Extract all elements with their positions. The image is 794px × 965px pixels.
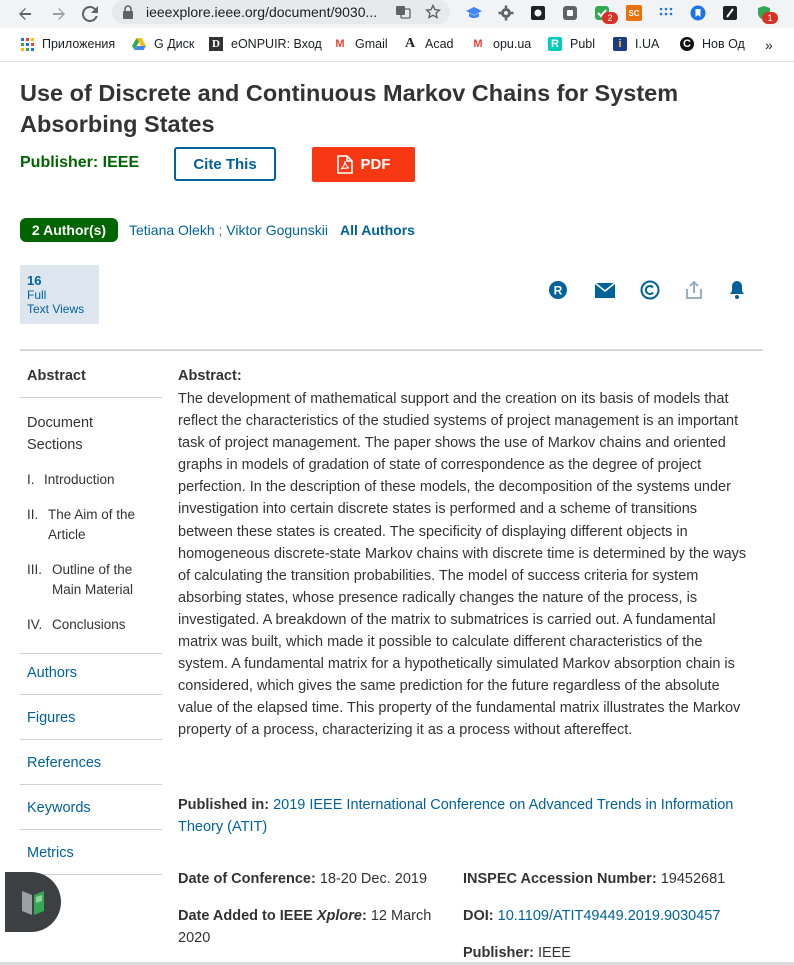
sidenav-divider bbox=[20, 829, 162, 830]
author-separator: ; bbox=[218, 222, 223, 238]
sidenav-divider bbox=[20, 653, 162, 654]
share-icon[interactable] bbox=[684, 280, 704, 300]
sidenav-document-sections: Document Sections bbox=[27, 415, 94, 453]
email-icon[interactable] bbox=[594, 280, 616, 300]
sidenav-section-outline[interactable] bbox=[27, 560, 152, 600]
record-icon[interactable] bbox=[562, 5, 578, 21]
sidenav-authors[interactable]: Authors bbox=[27, 665, 77, 681]
gear-icon[interactable] bbox=[498, 5, 514, 21]
section-divider bbox=[20, 349, 763, 351]
bookmark-label: opu.ua bbox=[493, 37, 532, 51]
sidenav-abstract[interactable]: Abstract bbox=[27, 368, 86, 384]
bookmarks-more-button[interactable]: » bbox=[765, 37, 773, 53]
extension-box-icon[interactable] bbox=[530, 5, 546, 21]
bookmarks-bar bbox=[0, 30, 794, 60]
apps-grid-icon bbox=[20, 37, 34, 51]
meta-label: Date Added to IEEE bbox=[178, 908, 313, 924]
section-label: Introduction bbox=[44, 472, 115, 487]
meta-label: DOI: bbox=[463, 908, 494, 924]
pdf-label: PDF bbox=[360, 156, 391, 173]
address-bar[interactable] bbox=[112, 0, 450, 24]
bookmark-label: G Диск bbox=[154, 37, 195, 51]
views-label: Text Views bbox=[27, 302, 85, 316]
sidenav-keywords[interactable]: Keywords bbox=[27, 800, 91, 816]
floating-widget-button[interactable] bbox=[5, 872, 61, 932]
bookmark-opu[interactable] bbox=[471, 37, 531, 51]
sc-extension-icon[interactable] bbox=[626, 5, 642, 21]
bookmark-label: I.UA bbox=[635, 37, 660, 51]
cite-this-button[interactable]: Cite This bbox=[174, 147, 276, 181]
sidenav-references[interactable]: References bbox=[27, 755, 102, 771]
reload-icon bbox=[82, 6, 98, 22]
bookmark-label: eONPUIR: Вход bbox=[231, 37, 322, 51]
page-title: Use of Discrete and Continuous Markov Chains for System Absorbing States bbox=[20, 80, 679, 137]
bookmark-circle-icon[interactable] bbox=[690, 5, 706, 21]
sidenav-section-introduction[interactable] bbox=[27, 470, 115, 490]
meta-label: INSPEC Accession Number: bbox=[463, 871, 657, 887]
all-authors-link[interactable]: All Authors bbox=[340, 222, 415, 238]
meta-value: 12 March 2020 bbox=[178, 908, 432, 946]
views-label: Full bbox=[27, 288, 47, 302]
google-drive-icon bbox=[132, 37, 146, 51]
notification-badge: 1 bbox=[762, 12, 778, 24]
book-logo-icon bbox=[20, 887, 46, 917]
researchgate-icon: R bbox=[548, 37, 562, 51]
full-text-views-box bbox=[20, 265, 99, 324]
sidenav-section-conclusions[interactable] bbox=[27, 615, 126, 635]
doi-link[interactable]: 10.1109/ATIT49449.2019.9030457 bbox=[497, 908, 721, 924]
pdf-button[interactable] bbox=[312, 147, 415, 182]
doi bbox=[463, 905, 720, 927]
section-label: Outline of the Main Material bbox=[52, 562, 134, 597]
sidenav-section-aim[interactable] bbox=[27, 505, 148, 545]
date-of-conference bbox=[178, 868, 427, 890]
nov-od-icon: C bbox=[680, 37, 694, 51]
bookmark-novod[interactable] bbox=[680, 37, 745, 51]
author-link[interactable]: Viktor Gogunskii bbox=[226, 222, 328, 238]
section-label: The Aim of the Article bbox=[48, 507, 136, 542]
meta-value: 19452681 bbox=[660, 871, 726, 887]
date-added: Date Added to IEEE Xplore: 12 March 2020 bbox=[178, 908, 432, 946]
section-number: I. bbox=[27, 472, 35, 487]
slash-icon[interactable] bbox=[722, 5, 738, 21]
abstract-text: The development of mathematical support and the creation on its basis of models that reflect the characteristics of the studied systems of project management is an important task of project management. The paper shows the use of Markov chains and oriented graphs in models of gradation of state of correspondence as the degree of project perfection. In the description of these models, the decomposition of the systems under investigation into certain discrete states is performed and a scheme of transitions between these states is created. The specificity of displaying different objects in homogeneous discrete-state Markov chains with discrete time is determined by the ways of calculating the transition probabilities. The model of success criteria for system absorbing states, whose presence radically changes the nature of the process, is investigated. A breakdown of the matrix to submatrices is carried out. A fundamental matrix was built, which made it possible to calculate different characteristics of the system. A fundamental matrix for a hypothetically simulated Markov absorption chain is considered, which gives the same prediction for the future regardless of the absolute value of the elapsed time. This property of the fundamental matrix illustrates the Markov property of a process, characterizing it as a process without aftereffect. bbox=[178, 391, 747, 739]
dots-grid-icon[interactable] bbox=[658, 5, 674, 21]
bookmark-label: Acad bbox=[425, 37, 454, 51]
sidenav-divider bbox=[20, 784, 162, 785]
arrow-right-icon bbox=[51, 6, 67, 22]
bell-icon[interactable] bbox=[727, 280, 747, 300]
publisher-label: Publisher: IEEE bbox=[20, 154, 140, 171]
iua-icon: i bbox=[613, 37, 627, 51]
notification-badge: 2 bbox=[602, 12, 618, 24]
academia-icon: A bbox=[404, 36, 416, 51]
gmail-icon: M bbox=[335, 38, 345, 50]
meta-label: Date of Conference: bbox=[178, 871, 316, 887]
meta-label: Publisher: bbox=[463, 945, 534, 961]
published-in bbox=[178, 794, 738, 838]
browser-toolbar bbox=[0, 0, 794, 28]
bookmark-gmail[interactable] bbox=[333, 37, 388, 51]
meta-value: 18-20 Dec. 2019 bbox=[319, 871, 428, 887]
back-button[interactable] bbox=[14, 3, 36, 25]
lock-icon bbox=[122, 5, 134, 24]
gmail-icon: M bbox=[473, 38, 483, 50]
toolbar-divider bbox=[0, 61, 794, 62]
bookmark-label: Нов Од bbox=[702, 37, 745, 51]
abstract-heading: Abstract: bbox=[178, 368, 242, 384]
bookmark-label: Gmail bbox=[355, 37, 388, 51]
views-count: 16 bbox=[27, 273, 42, 288]
author-list bbox=[129, 222, 328, 238]
meta-label: Xplore bbox=[316, 908, 362, 924]
svg-text:R: R bbox=[553, 283, 563, 298]
sidenav-figures[interactable]: Figures bbox=[27, 710, 76, 726]
sc-label: SC bbox=[628, 8, 640, 18]
published-in-label: Published in: bbox=[178, 797, 270, 813]
rights-icon[interactable] bbox=[548, 280, 568, 300]
meta-value: IEEE bbox=[537, 945, 571, 961]
bookmark-label: Приложения bbox=[42, 37, 116, 51]
bookmark-acad[interactable] bbox=[403, 37, 454, 51]
pdf-file-icon bbox=[337, 155, 353, 174]
publisher-meta bbox=[463, 942, 571, 964]
bookmark-publ[interactable] bbox=[548, 37, 595, 51]
arrow-left-icon bbox=[17, 6, 33, 22]
bookmark-label: Publ bbox=[570, 37, 596, 51]
bookmark-iua[interactable] bbox=[613, 37, 659, 51]
url-text: ieeexplore.ieee.org/document/9030... bbox=[146, 4, 378, 20]
bookmark-gdisk[interactable] bbox=[132, 37, 194, 51]
translate-icon[interactable] bbox=[394, 3, 412, 21]
inspec-accession bbox=[463, 868, 725, 890]
sidenav-divider bbox=[20, 694, 162, 695]
conference-link[interactable]: 2019 IEEE International Conference on Advanced Trends in Information Theory (ATIT) bbox=[178, 797, 734, 835]
section-number: II. bbox=[27, 507, 39, 522]
dspace-icon: D bbox=[209, 37, 223, 51]
bookmark-apps[interactable] bbox=[20, 37, 115, 51]
graduation-cap-icon[interactable] bbox=[466, 5, 482, 21]
star-icon[interactable] bbox=[424, 3, 442, 21]
forward-button[interactable] bbox=[48, 3, 70, 25]
reload-button[interactable] bbox=[79, 3, 101, 25]
sidenav-divider bbox=[20, 739, 162, 740]
section-number: III. bbox=[27, 562, 43, 577]
section-number: IV. bbox=[27, 617, 43, 632]
section-label: Conclusions bbox=[52, 617, 126, 632]
copyright-icon[interactable] bbox=[640, 280, 660, 300]
sidenav-divider bbox=[20, 397, 162, 398]
bookmark-eonpuir[interactable] bbox=[209, 37, 322, 51]
sidenav-metrics[interactable]: Metrics bbox=[27, 845, 74, 861]
author-link[interactable]: Tetiana Olekh bbox=[129, 222, 215, 238]
authors-count-badge[interactable]: 2 Author(s) bbox=[20, 218, 118, 242]
